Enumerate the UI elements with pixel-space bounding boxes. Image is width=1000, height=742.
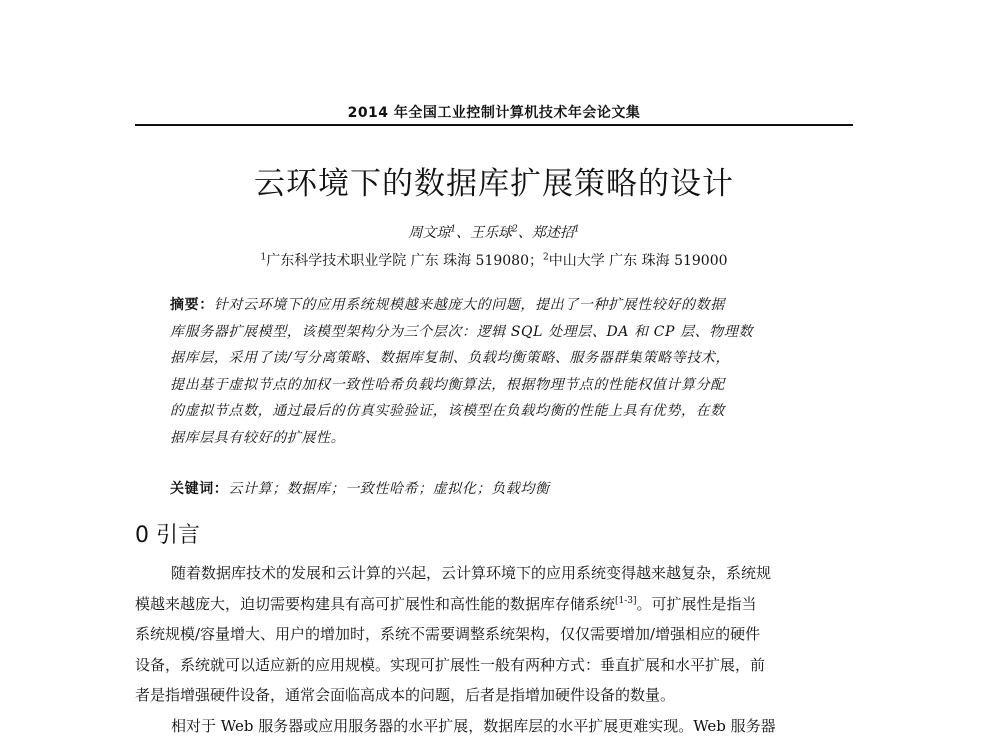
- affiliation-text: 中山大学 广东 珠海 519000: [548, 253, 728, 269]
- author-name: 周文琼: [408, 225, 451, 241]
- body-line: 设备，系统就可以适应新的应用规模。实现可扩展性一般有两种方式：垂直扩展和水平扩展，前: [135, 655, 766, 674]
- abstract-text: 针对云环境下的应用系统规模越来越庞大的问题，提出了一种扩展性较好的数据: [213, 297, 725, 313]
- citation-ref[interactable]: [1-3]: [615, 595, 637, 606]
- keywords-label: 关键词：: [170, 481, 229, 497]
- body-line: 系统规模/容量增大、用户的增加时，系统不需要调整系统架构，仅仅需要增加/增强相应的硬件: [135, 625, 761, 643]
- author-separator: 、: [456, 225, 471, 241]
- affiliation-text: 广东科学技术职业学院 广东 珠海 519080；: [266, 253, 543, 269]
- section-heading: 0 引言: [135, 523, 200, 548]
- body-text: [135, 558, 853, 741]
- author-affiliation-mark: 1: [573, 224, 580, 235]
- abstract-label: 摘要：: [170, 297, 214, 313]
- header-rule: [135, 124, 853, 126]
- affiliation-list: [135, 250, 853, 270]
- abstract-line: 据库层，采用了读/写分离策略、数据库复制、负载均衡策略、服务器群集策略等技术，: [170, 350, 731, 366]
- keywords-text: 云计算；数据库；一致性哈希；虚拟化；负载均衡: [228, 481, 550, 497]
- abstract-line: 据库层具有较好的扩展性。: [170, 429, 346, 446]
- author-affiliation-mark: 2: [512, 224, 518, 235]
- body-line-text: 。可扩展性是指当: [636, 594, 757, 613]
- body-line-text: 模越来越庞大，迫切需要构建具有高可扩展性和高性能的数据库存储系统: [135, 594, 616, 613]
- affiliation-mark: 2: [543, 252, 549, 263]
- running-header: 2014 年全国工业控制计算机技术年会论文集: [347, 105, 641, 121]
- body-line: 相对于 Web 服务器或应用服务器的水平扩展，数据库层的水平扩展更难实现。Web 服务器: [171, 716, 776, 735]
- author-affiliation-mark: 1: [450, 224, 457, 235]
- abstract-line: 提出基于虚拟节点的加权一致性哈希负载均衡算法，根据物理节点的性能权值计算分配: [170, 376, 725, 393]
- body-line: [135, 589, 853, 620]
- body-line: 随着数据库技术的发展和云计算的兴起，云计算环境下的应用系统变得越来越复杂，系统规: [171, 564, 772, 582]
- body-line: 者是指增强硬件设备，通常会面临高成本的问题，后者是指增加硬件设备的数量。: [135, 686, 676, 704]
- author-separator: 、: [517, 225, 532, 241]
- author-name: 郑述招: [531, 225, 574, 241]
- paper-title: 云环境下的数据库扩展策略的设计: [254, 166, 734, 202]
- abstract-line: 的虚拟节点数，通过最后的仿真实验验证，该模型在负载均衡的性能上具有优势，在数: [170, 403, 725, 419]
- keywords: [170, 478, 830, 498]
- abstract: [170, 292, 830, 451]
- abstract-line: 库服务器扩展模型，该模型架构分为三个层次：逻辑 SQL 处理层、DA 和 CP 层、物理数: [170, 323, 754, 340]
- abstract-line: [170, 292, 830, 319]
- author-name: 王乐球: [470, 225, 513, 241]
- author-list: [135, 222, 853, 242]
- affiliation-mark: 1: [260, 252, 267, 263]
